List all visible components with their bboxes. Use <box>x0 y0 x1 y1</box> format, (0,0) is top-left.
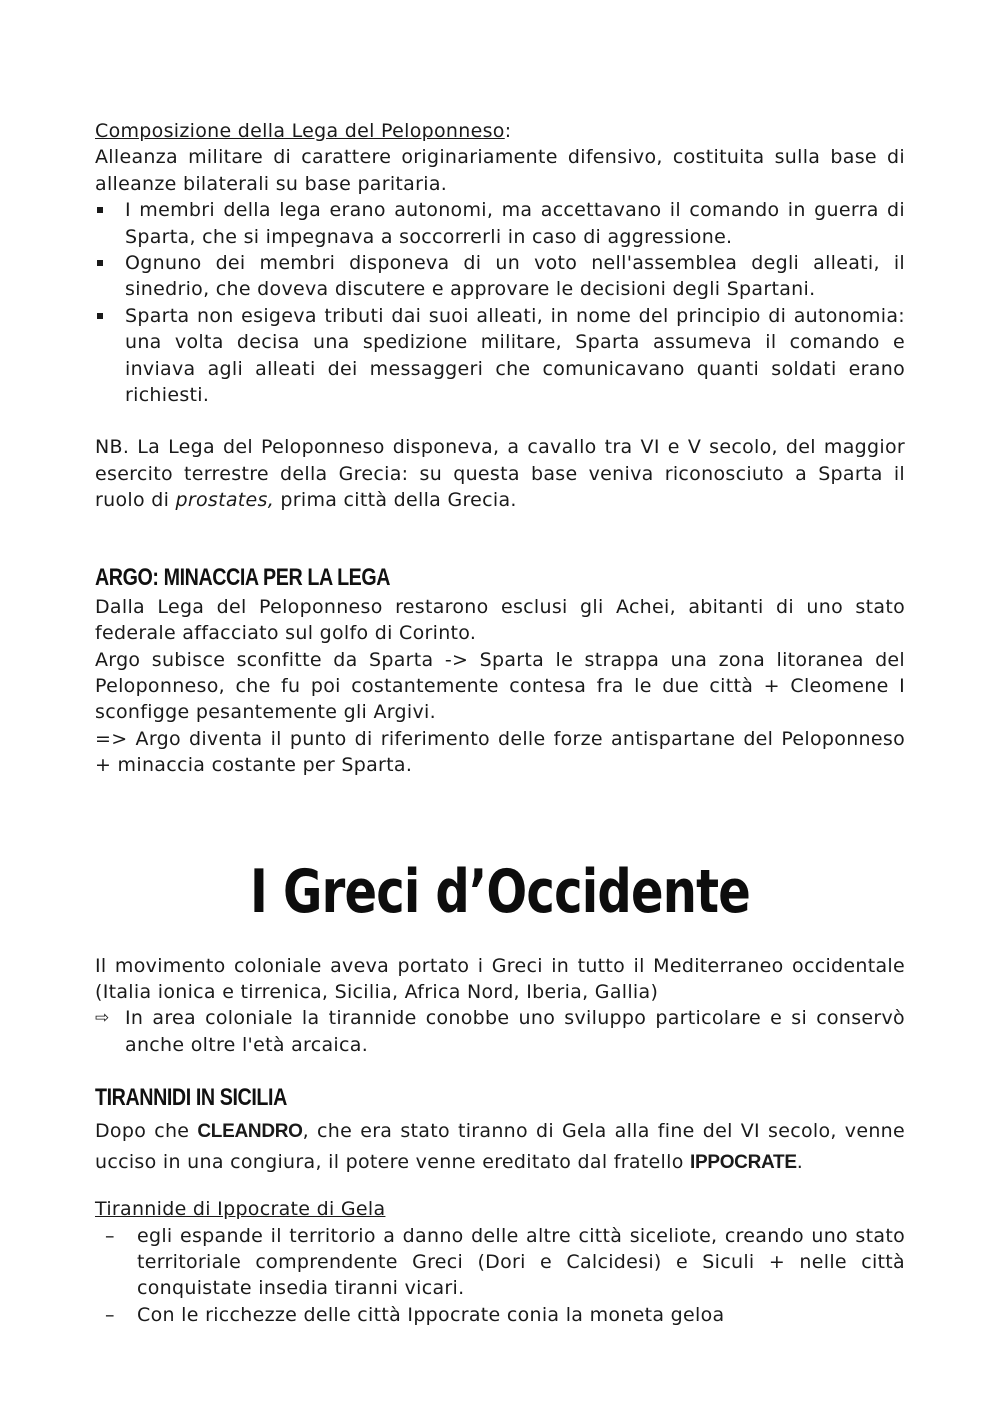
lega-bullet-list <box>95 197 905 408</box>
ippocrate-dash-list <box>95 1223 905 1329</box>
argo-heading: ARGO: MINACCIA PER LA LEGA <box>95 563 391 591</box>
argo-heading-row <box>95 562 905 594</box>
dash-item-text: egli espande il territorio a danno delle altre città siceliote, creando uno stato territoriale comprendente Greci (Dori e Calcidesi) e Siculi + nelle città conquistate insedia tiranni vicari. <box>137 1224 905 1300</box>
document-body <box>95 118 905 1328</box>
cleandro-text: Dopo che <box>95 1120 198 1143</box>
arrow-list-item <box>95 1005 905 1058</box>
sicilia-heading-row <box>95 1080 905 1116</box>
list-item <box>95 1302 905 1328</box>
nb-italic-term: prostates, <box>175 489 275 512</box>
arrow-item-text: In area coloniale la tirannide conobbe uno sviluppo particolare e si conservò anche oltre l'età arcaica. <box>125 1007 905 1056</box>
argo-paragraph-1: Dalla Lega del Peloponneso restarono esclusi gli Achei, abitanti di uno stato federale affacciato sul golfo di Corinto. <box>95 595 905 645</box>
cleandro-paragraph <box>95 1116 905 1178</box>
list-item <box>95 1223 905 1302</box>
sicilia-heading: TIRANNIDI IN SICILIA <box>95 1084 287 1112</box>
list-item <box>95 303 905 409</box>
argo-paragraph-3: => Argo diventa il punto di riferimento delle forze antispartane del Peloponneso + minaccia costante per Sparta. <box>95 727 905 777</box>
ippocrate-subtitle-row <box>95 1196 905 1222</box>
coloniale-paragraph: Il movimento coloniale aveva portato i Greci in tutto il Mediterraneo occidentale (Italia ionica e tirrenica, Sicilia, Africa Nord, Iberia, Gallia) <box>95 954 905 1003</box>
subtitle-colon: : <box>504 120 512 142</box>
argo-paragraph-2: Argo subisce sconfitte da Sparta -> Sparta le strappa una zona litoranea del Peloponneso, che fu poi costantemente contesa fra le due città + Cleomene I sconfigge pesantemente gli Argivi. <box>95 648 905 724</box>
section-subtitle <box>95 118 905 144</box>
lega-intro-paragraph: Alleanza militare di carattere originariamente difensivo, costituita sulla base di alleanze bilaterali su base paritaria. <box>95 146 905 195</box>
bullet-text: I membri della lega erano autonomi, ma accettavano il comando in guerra di Sparta, che si impegnava a soccorrerli in caso di aggressione. <box>125 199 905 248</box>
list-item <box>95 197 905 250</box>
list-item <box>95 250 905 303</box>
nb-text: NB. La Lega del Peloponneso disponeva, a cavallo tra VI e V secolo, del maggior esercito terrestre della Grecia: su questa base veniva riconosciuto a Sparta il ruolo di <box>95 436 905 512</box>
right-arrow-icon: ⇨ <box>95 1008 110 1029</box>
ippocrate-subtitle: Tirannide di Ippocrate di Gela <box>95 1198 386 1221</box>
cleandro-text-middle: , che era stato tiranno di Gela alla fine del VI secolo, venne ucciso in una congiura, il potere venne ereditato dal fratello <box>95 1120 905 1174</box>
ippocrate-name: IPPOCRATE <box>689 1152 797 1174</box>
nb-paragraph <box>95 434 905 513</box>
cleandro-text-end: . <box>796 1151 804 1174</box>
dash-item-text: Con le ricchezze delle città Ippocrate conia la moneta geloa <box>137 1303 725 1326</box>
nb-text-end: prima città della Grecia. <box>274 489 517 512</box>
lega-composition-subtitle: Composizione della Lega del Peloponneso <box>95 120 505 142</box>
dash-bullet-icon: – <box>105 1224 115 1247</box>
bullet-text: Ognuno dei membri disponeva di un voto nell'assemblea degli alleati, il sinedrio, che doveva discutere e approvare le decisioni degli Spartani. <box>125 252 905 301</box>
page-title: I Greci d’Occidente <box>250 856 750 927</box>
dash-bullet-icon: – <box>105 1303 115 1326</box>
cleandro-name: CLEANDRO <box>197 1121 303 1143</box>
bullet-text: Sparta non esigeva tributi dai suoi alleati, in nome del principio di autonomia: una volta decisa una spedizione militare, Sparta assumeva il comando e inviava agli alleati dei messaggeri che comunicavano quanti soldati erano richiesti. <box>125 304 905 407</box>
